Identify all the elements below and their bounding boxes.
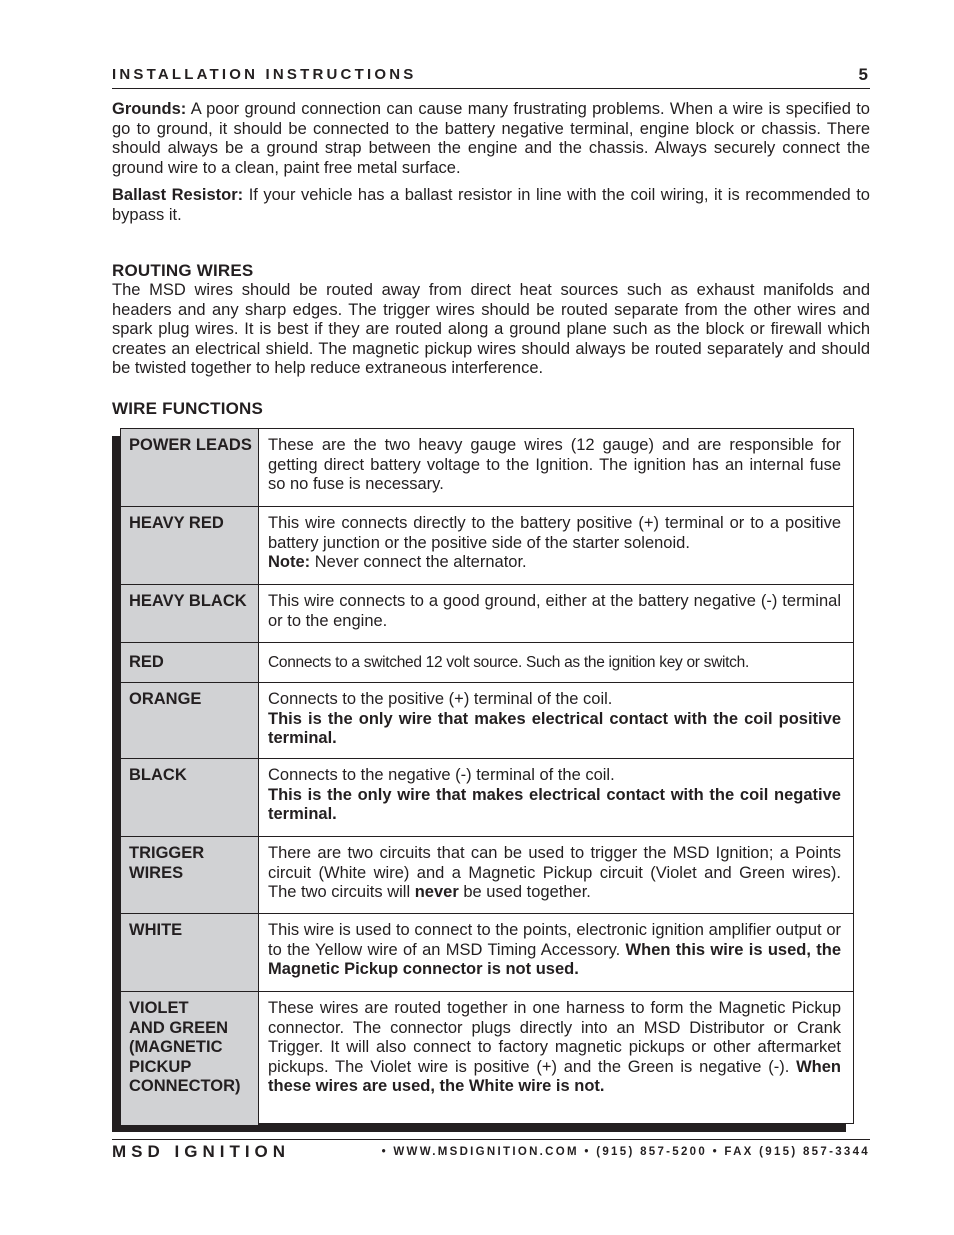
row-text-after: be used together. [463, 883, 591, 902]
row-bold-text: This is the only wire that makes electrical contact with the coil negative terminal. [268, 785, 841, 824]
row-text: Connects to the negative (-) terminal of the coil. [268, 766, 615, 784]
row-description [268, 766, 841, 825]
row-text: These wires are routed together in one harness to form the Magnetic Pickup connector. The connector plugs directly into an MSD Distributor or Crank Trigger. It will also connect to factory magnetic pickups or other aftermarket pickups. The Violet wire is positive (+) and the Green is negative (-). [268, 999, 841, 1076]
row-label: HEAVY BLACK [121, 585, 259, 642]
label-line: (MAGNETIC [129, 1038, 223, 1057]
table-row-red [121, 643, 853, 683]
row-description [268, 844, 841, 903]
table-row-violet-green [121, 992, 853, 1125]
row-bold-text: When these wires are used, the White wire is not. [268, 1057, 841, 1096]
ballast-label: Ballast Resistor: [112, 186, 244, 204]
wire-functions-table [120, 428, 854, 1124]
ballast-paragraph [112, 186, 870, 225]
page-number: 5 [858, 65, 868, 84]
label-line: VIOLET [129, 999, 189, 1017]
label-line: WIRES [129, 863, 184, 882]
label-line: CONNECTOR) [129, 1077, 241, 1096]
row-label: HEAVY RED [121, 507, 259, 584]
page-footer [112, 1142, 870, 1166]
header-title: INSTALLATION INSTRUCTIONS [112, 66, 417, 83]
ballast-text: If your vehicle has a ballast resistor in line with the coil wiring, it is recommended to bypass it. [112, 186, 870, 224]
grounds-label: Grounds: [112, 100, 187, 118]
row-text: Connects to the positive (+) terminal of the coil. [268, 690, 613, 708]
grounds-paragraph [112, 100, 870, 178]
row-label [121, 837, 259, 913]
footer-divider [112, 1139, 870, 1140]
row-label: RED [121, 643, 259, 682]
page-header [112, 64, 870, 89]
row-label: WHITE [121, 914, 259, 991]
table-row-orange [121, 683, 853, 759]
note-label: Note: [268, 553, 311, 572]
row-bold-text: When this wire is used, the Magnetic Pickup connector is not used. [268, 940, 841, 979]
routing-heading: ROUTING WIRES [112, 261, 254, 280]
label-line: TRIGGER [129, 844, 205, 862]
row-label: BLACK [121, 759, 259, 836]
row-description [268, 653, 841, 673]
footer-contact: • WWW.MSDIGNITION.COM • (915) 857-5200 • FAX (915) 857-3344 [381, 1146, 870, 1158]
routing-paragraph: The MSD wires should be routed away from direct heat sources such as exhaust manifolds and headers and any sharp edges. The trigger wires should be routed separate from the other wires and spark plug wires. It is best if they are routed along a ground plane such as the block or firewall which creates an electrical shield. The magnetic pickup wires should always be routed separately and should be twisted together to help reduce extraneous interference. [112, 281, 870, 378]
table-row-trigger-wires [121, 837, 853, 914]
table-row-black [121, 759, 853, 837]
row-bold-text: This is the only wire that makes electrical contact with the coil positive terminal. [268, 709, 841, 748]
row-description [268, 690, 841, 749]
table-row-heavy-black [121, 585, 853, 643]
wire-functions-heading: WIRE FUNCTIONS [112, 399, 264, 418]
row-text: This wire is used to connect to the points, electronic ignition amplifier output or to the Yellow wire of an MSD Timing Accessory. [268, 921, 841, 959]
footer-brand: MSD IGNITION [112, 1142, 291, 1161]
table-row-power-leads [121, 429, 853, 507]
row-text: This wire connects directly to the battery positive (+) terminal or to a positive battery junction or the positive side of the starter solenoid. [268, 514, 841, 552]
label-line: PICKUP [129, 1057, 192, 1076]
row-bold-word: never [414, 883, 459, 902]
row-label: POWER LEADS [121, 429, 259, 506]
row-description [268, 921, 841, 980]
row-description: This wire connects to a good ground, either at the battery negative (-) terminal or to the engine. [268, 592, 841, 630]
grounds-text: A poor ground connection can cause many frustrating problems. When a wire is specified to go to ground, it should be connected to the battery negative terminal, engine block or chassis. There should always be a ground strap between the engine and the chassis. Always securely connect the ground wire to a clean, paint free metal surface. [112, 100, 870, 177]
row-text: There are two circuits that can be used to trigger the MSD Ignition; a Points circuit (White wire) and a Magnetic Pickup circuit (Violet and Green wires). The two circuits will [268, 844, 841, 902]
label-line: AND GREEN [129, 1018, 229, 1037]
row-label: ORANGE [121, 683, 259, 758]
table-row-white [121, 914, 853, 992]
note-text: Never connect the alternator. [314, 553, 527, 572]
table-row-heavy-red [121, 507, 853, 585]
row-description [268, 514, 841, 573]
row-label [121, 992, 259, 1125]
row-text: Connects to a switched 12 volt source. Such as the ignition key or switch. [268, 654, 749, 671]
row-description: These are the two heavy gauge wires (12 gauge) and are responsible for getting direct battery voltage to the Ignition. The ignition has an internal fuse so no fuse is necessary. [268, 436, 841, 494]
row-description [268, 999, 841, 1097]
